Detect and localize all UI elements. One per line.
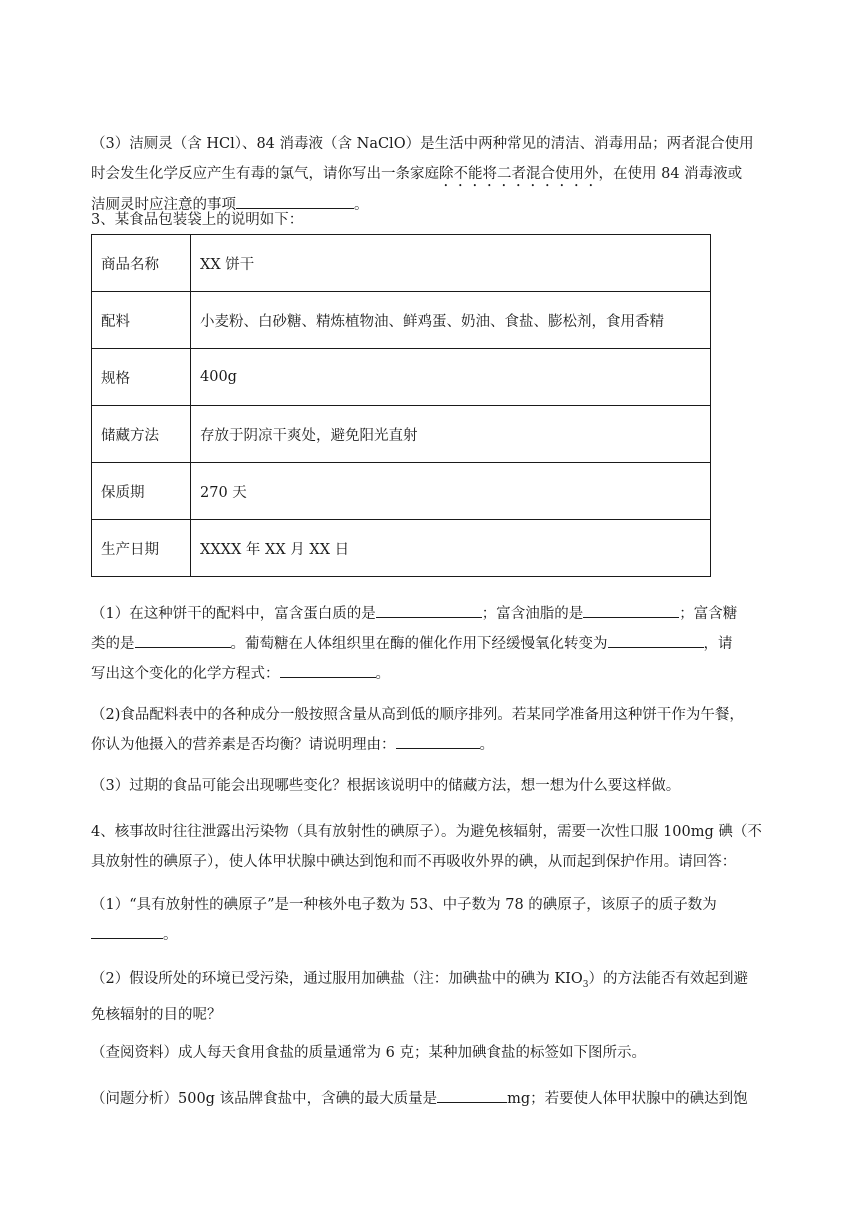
table-key-cell: 储藏方法 (92, 406, 191, 463)
answer-blank[interactable] (583, 603, 679, 618)
q4-part1: （1）“具有放射性的碘原子”是一种核外电子数为 53、中子数为 78 的碘原子，该原子的质子数为 。 (91, 897, 717, 943)
q3-heading: 3、某食品包装袋上的说明如下： (91, 212, 304, 228)
q3-part1: （1）在这种饼干的配料中，富含蛋白质的是 ；富含油脂的是 ；富含糖 类的是 。葡萄糖在人体组织里在酶的催化作用下经缓慢氧化转变为 ，请 写出这个变化的化学方程式： 。 (91, 599, 803, 689)
table-row (92, 235, 711, 292)
table-key-cell: 商品名称 (92, 235, 191, 292)
table-row (92, 463, 711, 520)
table-value-cell: XXXX 年 XX 月 XX 日 (191, 520, 711, 577)
table-key-cell: 生产日期 (92, 520, 191, 577)
q2-part3-line2: 时会发生化学反应产生有毒的氯气，请你写出一条家庭除不能将二者混合使用外，在使用 84 消毒液或 (91, 166, 743, 182)
table-row (92, 520, 711, 577)
emphasis-dotted-text: 除不能将二者混合使用外 (439, 166, 599, 182)
q2-part3-line1: （3）洁厕灵（含 HCl）、84 消毒液（含 NaClO）是生活中两种常见的清洁、消毒用品；两者混合使用 (91, 136, 754, 152)
answer-blank[interactable] (376, 603, 482, 618)
answer-blank[interactable] (91, 924, 163, 939)
table-key-cell: 保质期 (92, 463, 191, 520)
table-value-cell: 270 天 (191, 463, 711, 520)
answer-blank[interactable] (135, 633, 231, 648)
answer-blank[interactable] (280, 663, 376, 678)
answer-blank[interactable] (608, 633, 704, 648)
table-value-cell: 小麦粉、白砂糖、精炼植物油、鲜鸡蛋、奶油、食盐、膨松剂，食用香精 (191, 292, 711, 349)
answer-blank[interactable] (437, 1088, 507, 1103)
q2-part3-line3: 洁厕灵时应注意的事项 。 (91, 190, 803, 220)
q3-part2: （2)食品配料表中的各种成分一般按照含量从高到低的顺序排列。若某同学准备用这种饼干作为午餐， 你认为他摄入的营养素是否均衡？请说明理由： 。 (91, 707, 744, 753)
q3-part3: （3）过期的食品可能会出现哪些变化？根据该说明中的储藏方法，想一想为什么要这样做。 (91, 778, 681, 794)
q4-analysis: （问题分析）500g 该品牌食盐中，含碘的最大质量是 mg；若要使人体甲状腺中的碘达到饱 (91, 1084, 803, 1114)
table-value-cell: 400g (191, 349, 711, 406)
q4-intro: 4、核事故时往往泄露出污染物（具有放射性的碘原子）。为避免核辐射，需要一次性口服 100mg 碘（不 具放射性的碘原子），使人体甲状腺中碘达到饱和而不再吸收外界的碘，从而起到保护作用。请回答： (91, 824, 762, 870)
q4-part2: （2）假设所处的环境已受污染，通过服用加碘盐（注：加碘盐中的碘为 $KIO_3$）的方法能否有效起到避 免核辐射的目的呢？ (91, 971, 749, 1023)
table-row (92, 292, 711, 349)
table-value-cell: 存放于阴凉干爽处，避免阳光直射 (191, 406, 711, 463)
food-label-table (91, 234, 711, 577)
table-key-cell: 配料 (92, 292, 191, 349)
answer-blank[interactable] (396, 734, 480, 749)
table-key-cell: 规格 (92, 349, 191, 406)
table-row (92, 406, 711, 463)
q4-reference: （查阅资料）成人每天食用食盐的质量通常为 6 克；某种加碘食盐的标签如下图所示。 (91, 1045, 646, 1061)
table-row (92, 349, 711, 406)
table-value-cell: XX 饼干 (191, 235, 711, 292)
